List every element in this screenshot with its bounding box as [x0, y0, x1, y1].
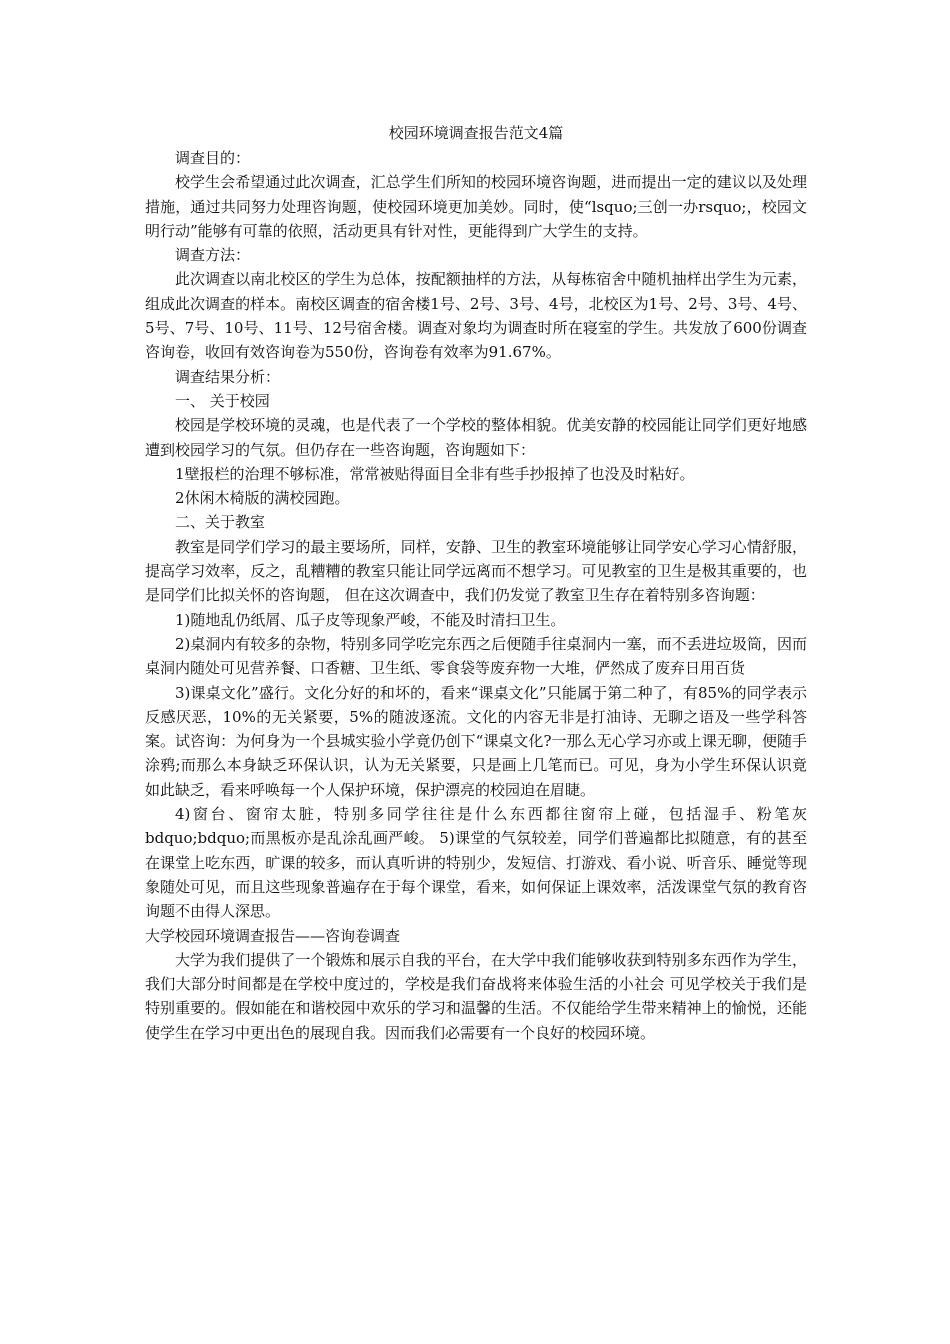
list-item-classroom-3: 3)课桌文化”盛行。文化分好的和坏的，看来“课桌文化”只能属于第二种了，有85%的同学表示反感厌恶，10%的无关紧要，5%的随波逐流。文化的内容无非是打油诗、无聊之语及一些学科答案。试咨询：为何身为一个县城实验小学竟仍创下“课桌文化?一那么无心学习亦或上课无聊，便随手涂鸦;而那么本身缺乏环保认识，认为无关紧要，只是画上几笔而已。可见，身为小学生环保认识竟如此缺乏，看来呼唤每一个人保护环境，保护漂亮的校园迫在眉睫。 — [145, 683, 807, 799]
paragraph-purpose: 校学生会希望通过此次调查，汇总学生们所知的校园环境咨询题，进而提出一定的建议以及处理措施，通过共同努力处理咨询题，使校园环境更加美妙。同时，使“lsquo;三创一办rsquo;，校园文明行动”能够有可靠的依照，活动更具有针对性，更能得到广大学生的支持。 — [145, 173, 807, 240]
subsection-classroom: 二、关于教室 — [175, 513, 266, 532]
paragraph-classroom: 教室是同学们学习的最主要场所，同样，安静、卫生的教室环境能够让同学安心学习心情舒服，提高学习效率，反之，乱糟糟的教室只能让同学远离而不想学习。可见教室的卫生是极其重要的，也是同学们比拟关怀的咨询题， 但在这次调查中，我们仍发觉了教室卫生存在着特别多咨询题： — [145, 537, 807, 605]
list-item-campus-2: 2休闲木椅版的满校园跑。 — [175, 489, 350, 508]
paragraph-method: 此次调查以南北校区的学生为总体，按配额抽样的方法，从每栋宿舍中随机抽样出学生为元素，组成此次调查的样本。南校区调查的宿舍楼1号、2号、3号、4号，北校区为1号、2号、3号、4号、5号、7号、10号、11号、12号宿舍楼。调查对象均为调查时所在寝室的学生。共发放了600份调查咨询卷，收回有效咨询卷为550份，咨询卷有效率为91.67%。 — [145, 270, 807, 362]
list-item-campus-1: 1壁报栏的治理不够标准，常常被贴得面目全非有些手抄报掉了也没及时粘好。 — [175, 464, 695, 483]
document-title: 校园环境调查报告范文4篇 — [388, 124, 564, 142]
list-item-classroom-4-5: 4)窗台、窗帘太脏，特别多同学往往是什么东西都往窗帘上碰，包括湿手、粉笔灰bdquo;bdquo;而黑板亦是乱涂乱画严峻。 5)课堂的气氛较差，同学们普遍都比拟随意，有的甚至在课堂上吃东西，旷课的较多，而认真听讲的特别少，发短信、打游戏、看小说、听音乐、睡觉等现象随处可见，而且这些现象普遍存在于每个课堂，看来，如何保证上课效率，活泼课堂气氛的教育咨询题不由得人深思。 — [145, 805, 807, 921]
paragraph-campus: 校园是学校环境的灵魂，也是代表了一个学校的整体相貌。优美安静的校园能让同学们更好地感遭到校园学习的气氛。但仍存在一些咨询题，咨询题如下： — [145, 416, 807, 459]
list-item-classroom-1: 1)随地乱仍纸屑、瓜子皮等现象严峻，不能及时清扫卫生。 — [175, 610, 566, 629]
section-label-results: 调查结果分析： — [175, 367, 281, 386]
list-item-classroom-2: 2)桌洞内有较多的杂物，特别多同学吃完东西之后便随手往桌洞内一塞，而不丢进垃圾筒，因而桌洞内随处可见营养餐、口香糖、卫生纸、零食袋等废弃物一大堆，俨然成了废弃日用百货 — [145, 634, 807, 678]
subsection-campus: 一、 关于校园 — [175, 391, 270, 410]
section-label-purpose: 调查目的： — [175, 149, 251, 167]
document-page — [145, 120, 807, 1045]
section-heading-university: 大学校园环境调查报告——咨询卷调查 — [145, 926, 401, 945]
paragraph-university: 大学为我们提供了一个锻炼和展示自我的平台，在大学中我们能够收获到特别多东西作为学生，我们大部分时间都是在学校中度过的，学校是我们奋战将来体验生活的小社会 可见学校关于我们是特别重要的。假如能在和谐校园中欢乐的学习和温馨的生活。不仅能给学生带来精神上的愉悦，还能使学生在学习中更出色的展现自我。因而我们必需要有一个良好的校园环境。 — [145, 950, 807, 1042]
section-label-method: 调查方法： — [175, 246, 251, 265]
